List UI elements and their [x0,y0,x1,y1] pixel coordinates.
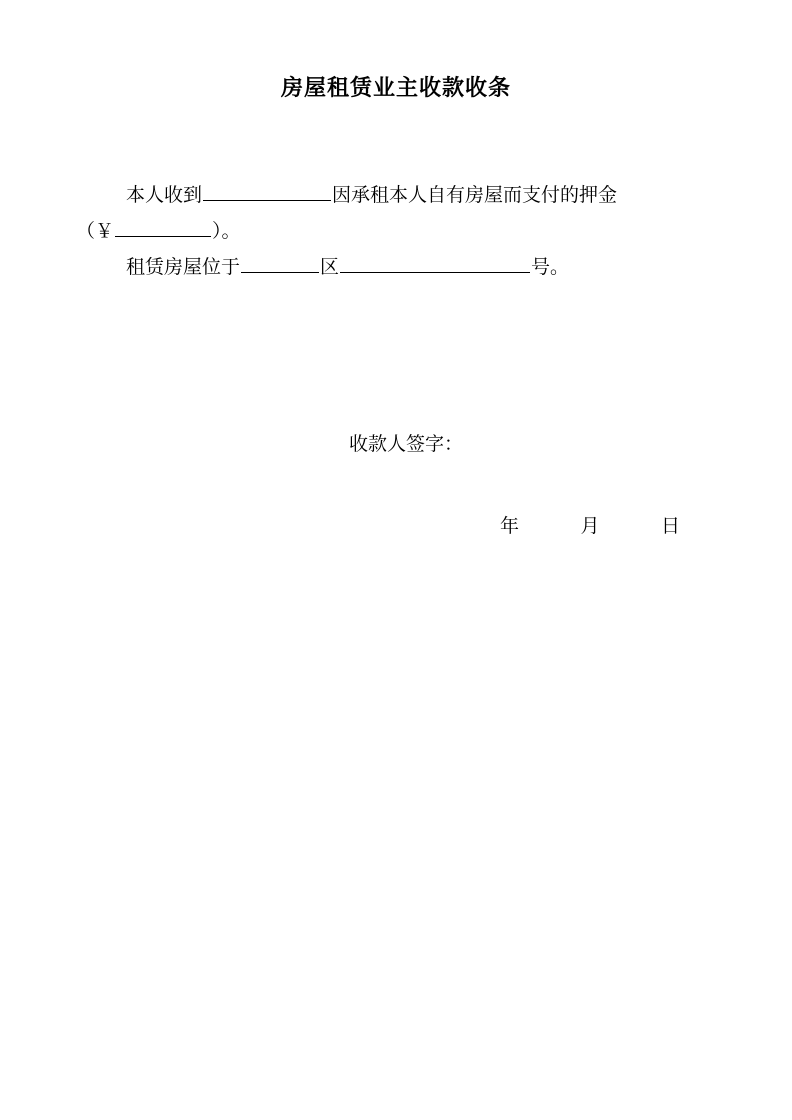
address-suffix: 号。 [531,257,570,278]
receipt-statement-line [76,178,716,214]
district-blank[interactable] [241,254,319,273]
day-label: 日 [660,516,680,537]
payer-name-blank[interactable] [203,182,331,201]
date-line [0,512,792,542]
street-blank[interactable] [340,254,530,273]
receipt-intro-prefix: 本人收到 [126,185,203,206]
address-prefix: 租赁房屋位于 [126,257,241,278]
amount-suffix: ）。 [212,221,241,242]
amount-prefix: （￥ [76,221,115,242]
signature-label: 收款人签字： [348,434,463,455]
year-label: 年 [500,516,520,537]
amount-line [76,214,716,250]
month-label: 月 [580,516,600,537]
address-middle: 区 [320,257,340,278]
page-title: 房屋租赁业主收款收条 [280,76,511,101]
address-line [76,250,716,286]
receipt-intro-suffix: 因承租本人自有房屋而支付的押金 [332,185,618,206]
document-body [76,178,716,286]
amount-blank[interactable] [115,218,211,237]
